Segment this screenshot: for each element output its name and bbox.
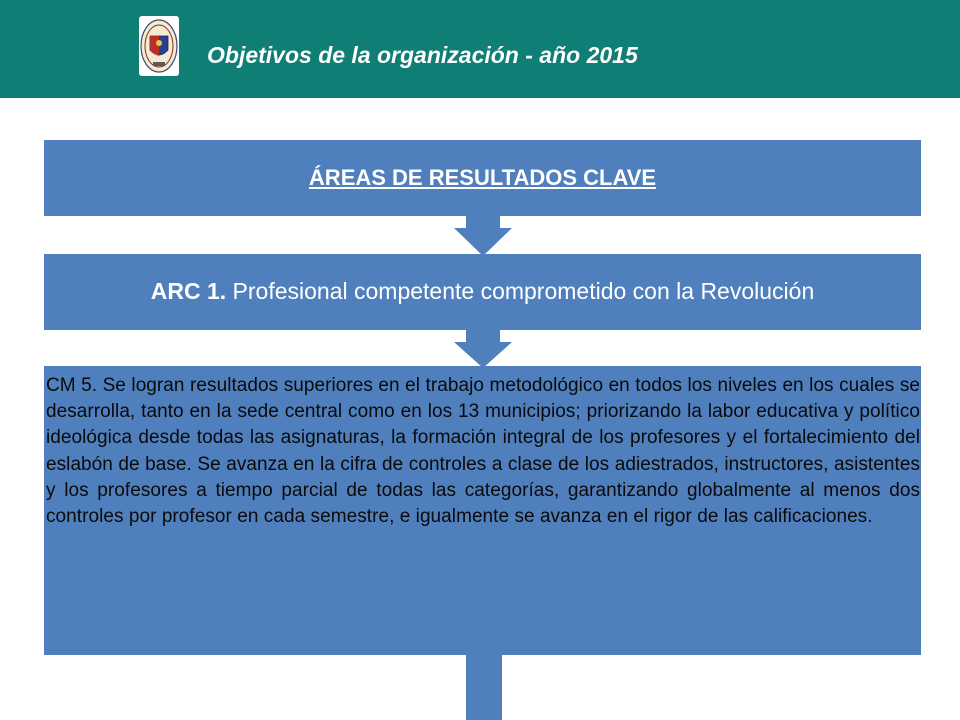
cm5-text: CM 5. Se logran resultados superiores en el trabajo metodológico en todos los niveles en los cuales se desarrolla, tanto en la sede central como en los 13 municipios; priorizando la labor educativa y político ideológica desde todas las asignaturas, la formación integral de los profesores y el fortalecimiento del eslabón de base. Se avanza en la cifra de controles a clase de los adiestrados, instructores, asistentes y los profesores a tiempo parcial de todas las categorías, garantizando globalmente al menos dos controles por profesor en cada semestre, e igualmente se avanza en el rigor de las calificaciones. [46,375,920,528]
arc-description: Profesional competente comprometido con la Revolución [232,278,815,304]
arc-block [44,254,921,330]
header-band [0,0,960,98]
key-result-areas-title: ÁREAS DE RESULTADOS CLAVE [308,165,657,190]
page-title: Objetivos de la organización - año 2015 [207,42,638,68]
down-arrow-icon [454,330,512,368]
arc-text [44,278,921,305]
down-arrow-icon [458,655,510,720]
down-arrow-icon [454,216,512,256]
university-seal-icon [139,16,179,76]
key-result-areas-block [44,140,921,216]
arc-label: ARC 1. [150,278,227,304]
cm5-block [44,366,921,655]
